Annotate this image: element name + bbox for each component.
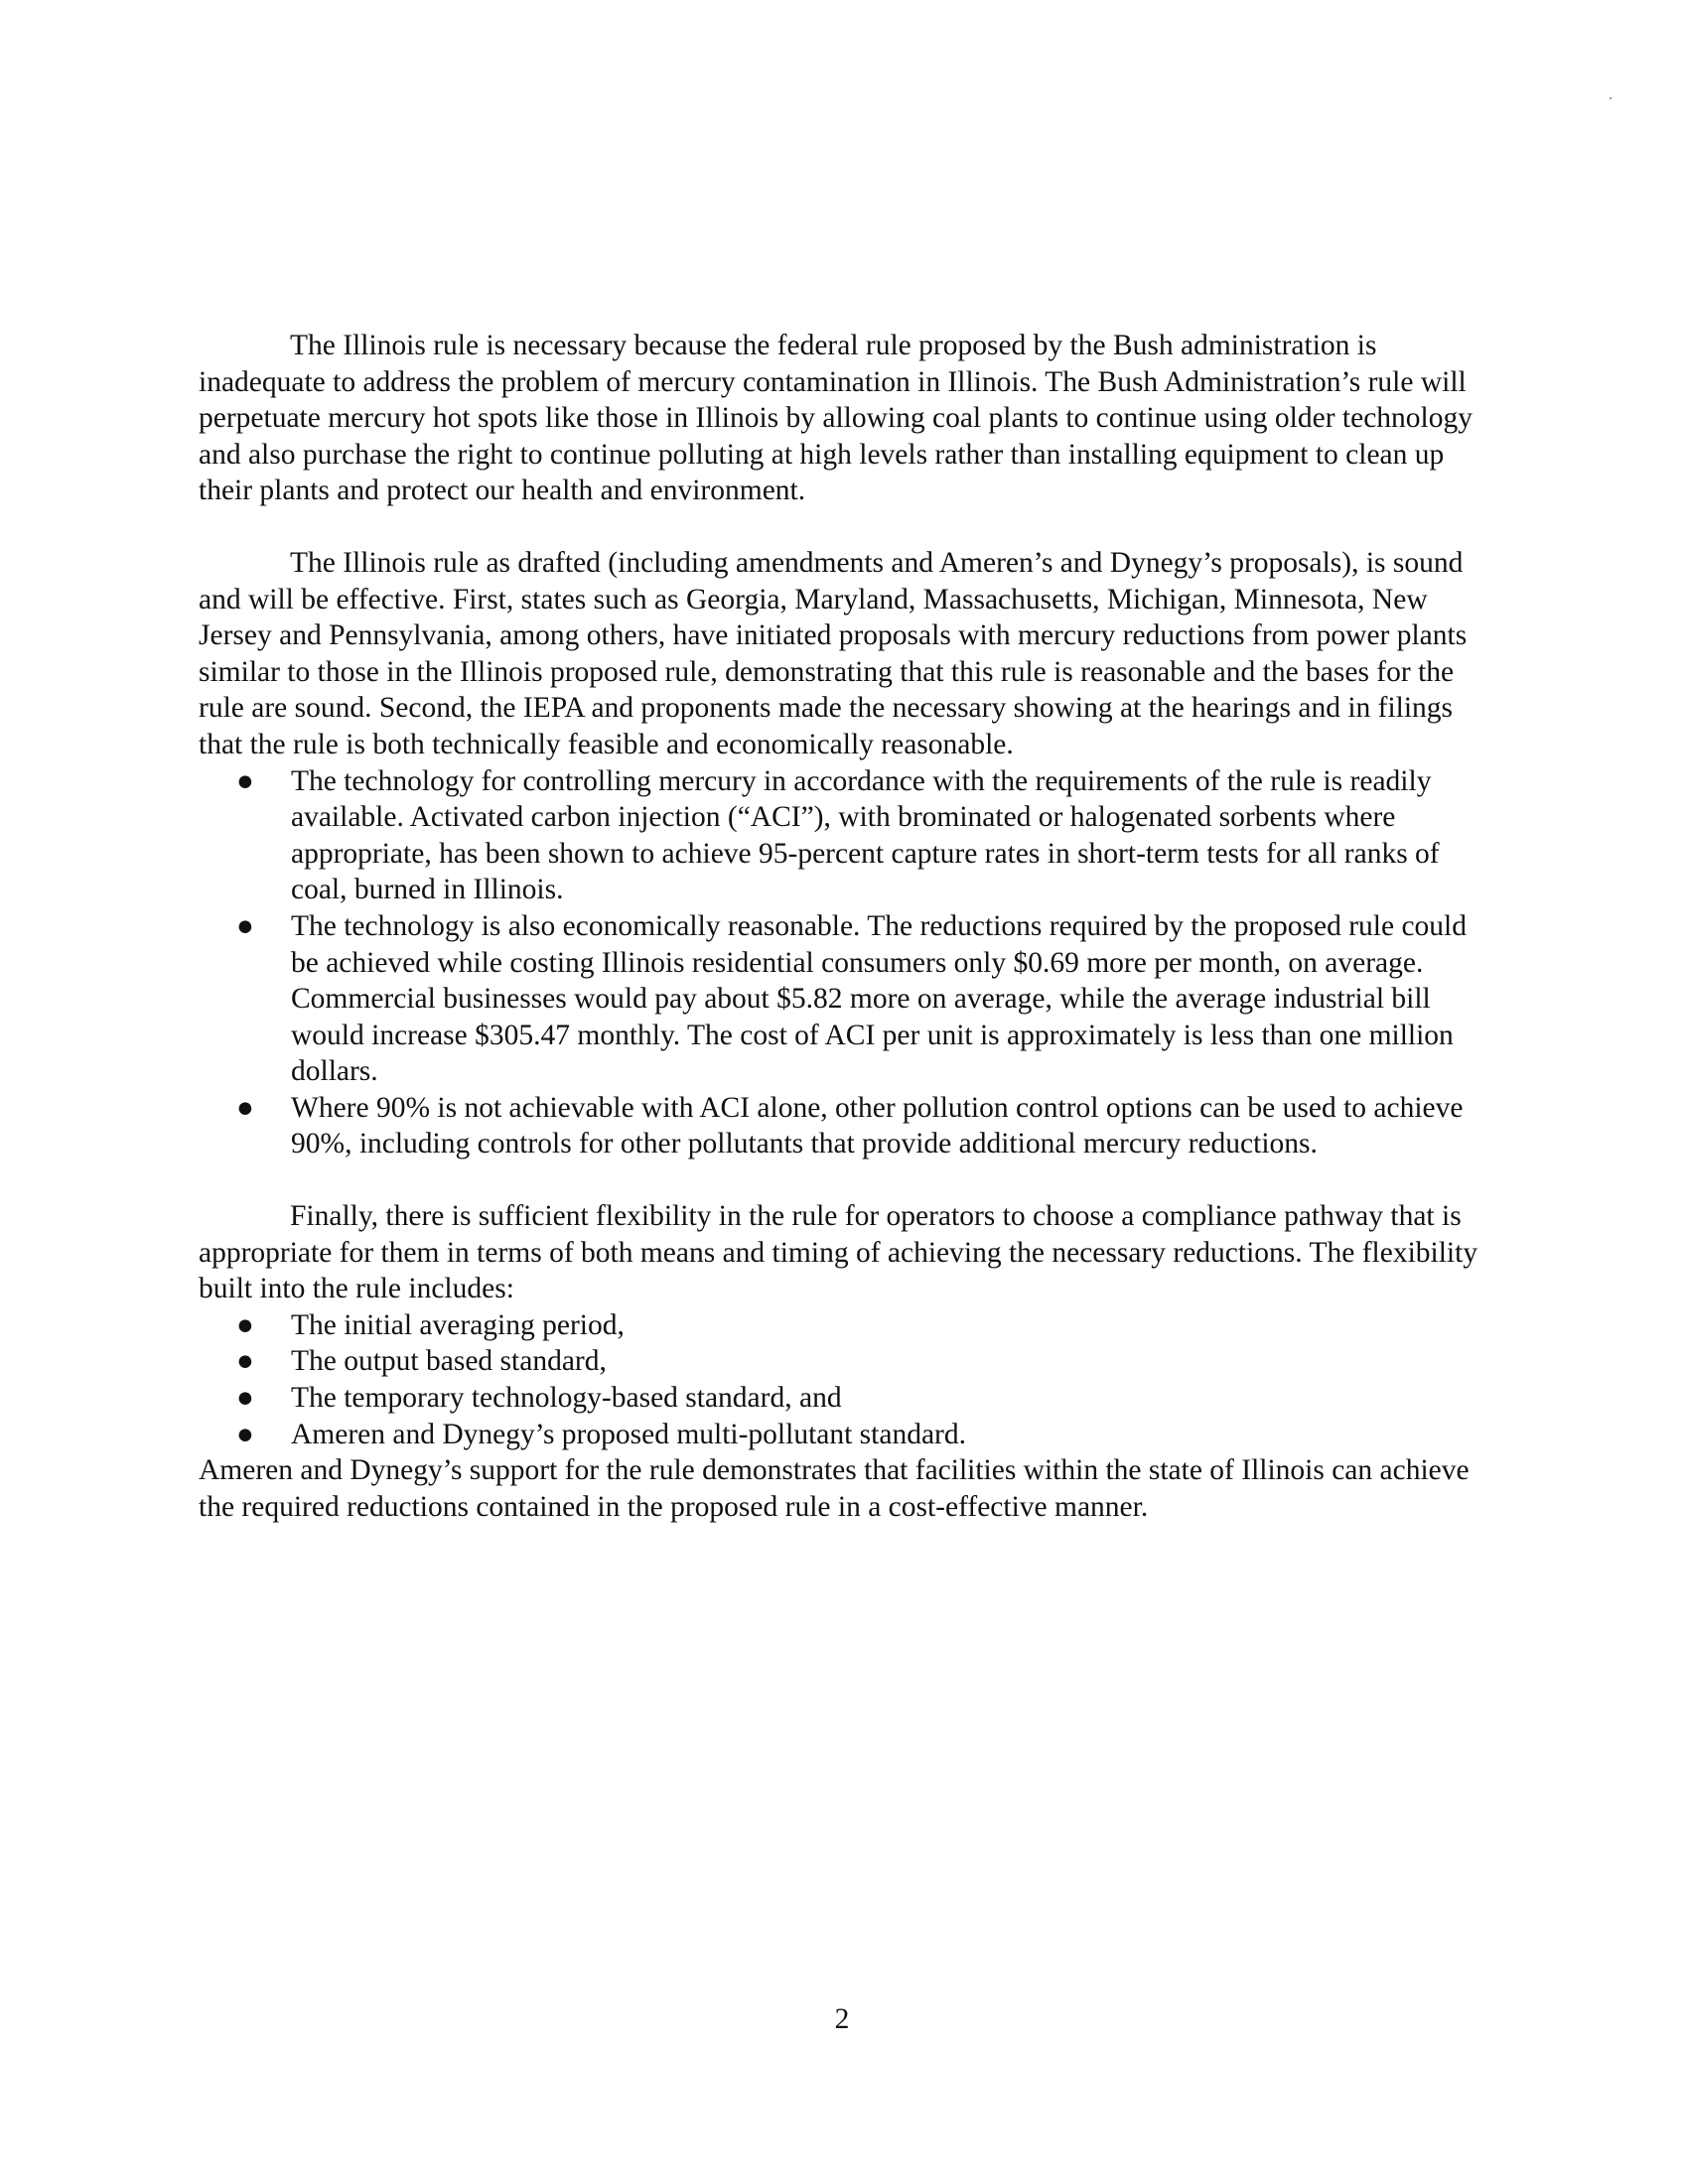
bullet-text: The initial averaging period, (291, 1308, 625, 1341)
document-body (199, 328, 1479, 1525)
list-item (199, 763, 1479, 908)
paragraph-sound-rule: The Illinois rule as drafted (including amendments and Ameren’s and Dynegy’s proposals), is sound and will be effective. First, states such as Georgia, Maryland, Massachusetts, Michigan, Minnesota, New Jersey and Pennsylvania, among others, have initiated proposals with mercury reductions from power plants similar to those in the Illinois proposed rule, demonstrating that this rule is reasonable and the bases for the rule are sound. Second, the IEPA and proponents made the necessary showing at the hearings and in filings that the rule is both technically feasible and economically reasonable. (199, 546, 1468, 760)
list-item (199, 1417, 1479, 1453)
list-item (199, 908, 1479, 1090)
bullet-text: The technology for controlling mercury in accordance with the requirements of the rule is readily available. Activated carbon injection (“ACI”), with brominated or halogenated sorbents where appropriate, has been shown to achieve 95-percent capture rates in short-term tests for all ranks of coal, burned in Illinois. (291, 764, 1440, 906)
bullet-icon: ● (236, 1418, 254, 1450)
list-item (199, 1307, 1479, 1344)
bullet-text: Ameren and Dynegy’s proposed multi-pollutant standard. (291, 1418, 966, 1450)
flexibility-bullet-list (199, 1307, 1479, 1452)
scan-speck (1610, 97, 1612, 99)
paragraph-flexibility: Finally, there is sufficient flexibility in the rule for operators to choose a compliance pathway that is appropriate for them in terms of both means and timing of achieving the necessary reductions. The flexibility built into the rule includes: (199, 1200, 1478, 1305)
paragraph-spacer (199, 509, 1479, 545)
bullet-icon: ● (236, 1345, 254, 1378)
paragraph-spacer (199, 1162, 1479, 1198)
bullet-icon: ● (236, 764, 254, 797)
bullet-icon: ● (236, 909, 254, 942)
list-item (199, 1090, 1479, 1162)
list-item (199, 1343, 1479, 1380)
feasibility-bullet-list (199, 763, 1479, 1163)
bullet-icon: ● (236, 1382, 254, 1415)
list-item (199, 1380, 1479, 1417)
page-number: 2 (834, 2003, 850, 2035)
paragraph-closing: Ameren and Dynegy’s support for the rule demonstrates that facilities within the state of Illinois can achieve the required reductions contained in the proposed rule in a cost-effective manner. (199, 1454, 1470, 1523)
bullet-text: Where 90% is not achievable with ACI alone, other pollution control options can be used to achieve 90%, including controls for other pollutants that provide additional mercury reductions. (291, 1091, 1464, 1160)
bullet-text: The temporary technology-based standard, and (291, 1382, 842, 1415)
bullet-icon: ● (236, 1091, 254, 1124)
bullet-text: The technology is also economically reasonable. The reductions required by the proposed rule could be achieved while costing Illinois residential consumers only $0.69 more per month, on average. Commercial businesses would pay about $5.82 more on average, while the average industrial bill would increase $305.47 monthly. The cost of ACI per unit is approximately is less than one million dollars. (291, 909, 1468, 1088)
paragraph-federal-rule: The Illinois rule is necessary because the federal rule proposed by the Bush administration is inadequate to address the problem of mercury contamination in Illinois. The Bush Administration’s rule will perpetuate mercury hot spots like those in Illinois by allowing coal plants to continue using older technology and also purchase the right to continue polluting at high levels rather than installing equipment to clean up their plants and protect our health and environment. (199, 330, 1473, 507)
bullet-icon: ● (236, 1308, 254, 1341)
bullet-text: The output based standard, (291, 1345, 607, 1378)
